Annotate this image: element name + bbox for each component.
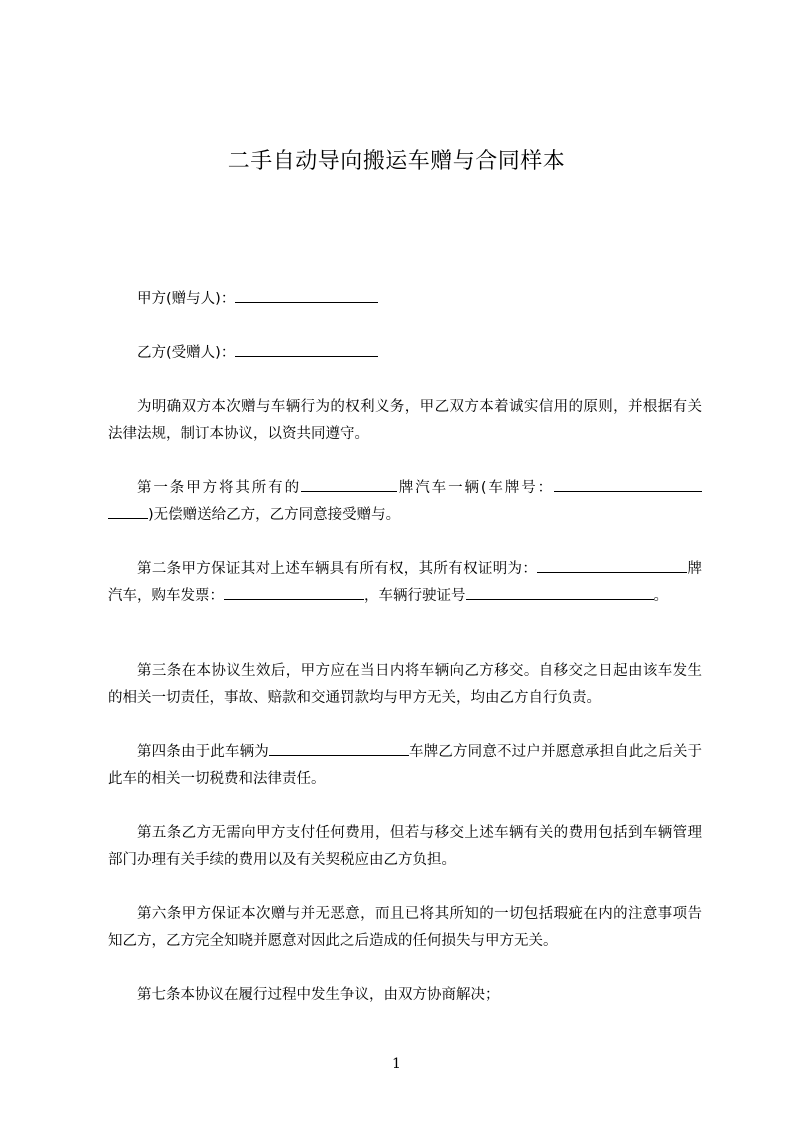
license-number-blank [466,584,642,600]
article-6-paragraph: 第六条甲方保证本次赠与并无恶意，而且已将其所知的一切包括瑕疵在内的注意事项告知乙方，乙方完全知晓并愿意对因此之后造成的任何损失与甲方无关。 [108,906,702,949]
plate-number-blank-1 [554,476,702,492]
party-a-blank [235,287,378,303]
car-brand-blank [301,476,397,492]
article-1-text-2: 牌汽车一辆(车牌号： [396,480,555,496]
article-4-text-2: 车牌乙方同意不过户并愿意承担自此之后关于此车的相关一切税费和法律责任。 [108,744,703,787]
party-a-line [108,286,731,313]
ownership-proof-blank-2 [665,557,687,573]
article-1-text-1: 第一条甲方将其所有的 [137,480,301,496]
article-5-paragraph: 第五条乙方无需向甲方支付任何费用，但若与移交上述车辆有关的费用包括到车辆管理部门办理有关手续的费用以及有关契税应由乙方负担。 [108,825,702,868]
page-number: 1 [392,1056,401,1072]
vehicle-blank [269,740,409,756]
ownership-proof-blank [537,557,665,573]
license-number-blank-2 [642,584,654,600]
party-b-label: 乙方(受赠人)： [137,345,236,361]
article-2-text-4: 。 [653,588,668,604]
document-title: 二手自动导向搬运车赠与合同样本 [227,149,566,174]
article-3-paragraph: 第三条在本协议生效后，甲方应在当日内将车辆向乙方移交。自移交之日起由该车发生的相关一切责任，事故、赔款和交通罚款均与甲方无关，均由乙方自行负责。 [108,663,702,706]
article-4-text-1: 第四条由于此车辆为 [137,744,269,760]
article-7-paragraph: 第七条本协议在履行过程中发生争议，由双方协商解决； [137,987,500,1003]
plate-number-blank-2 [108,503,148,519]
party-b-line [108,340,731,367]
party-a-label: 甲方(赠与人)： [137,291,236,307]
article-2-text-1: 第二条甲方保证其对上述车辆具有所有权，其所有权证明为： [137,561,538,577]
preamble-paragraph: 为明确双方本次赠与车辆行为的权利义务，甲乙双方本着诚实信用的原则，并根据有关法律法规，制订本协议，以资共同遵守。 [108,399,702,442]
party-b-blank [235,341,378,357]
article-1-text-3: )无偿赠送给乙方，乙方同意接受赠与。 [148,507,401,523]
article-2-text-2: 牌汽车，购车发票： [108,561,703,604]
article-1-paragraph [108,475,702,529]
invoice-blank [224,584,364,600]
article-2-paragraph [108,556,702,610]
article-4-paragraph [108,739,702,793]
article-2-text-3: ，车辆行驶证号 [364,588,466,604]
